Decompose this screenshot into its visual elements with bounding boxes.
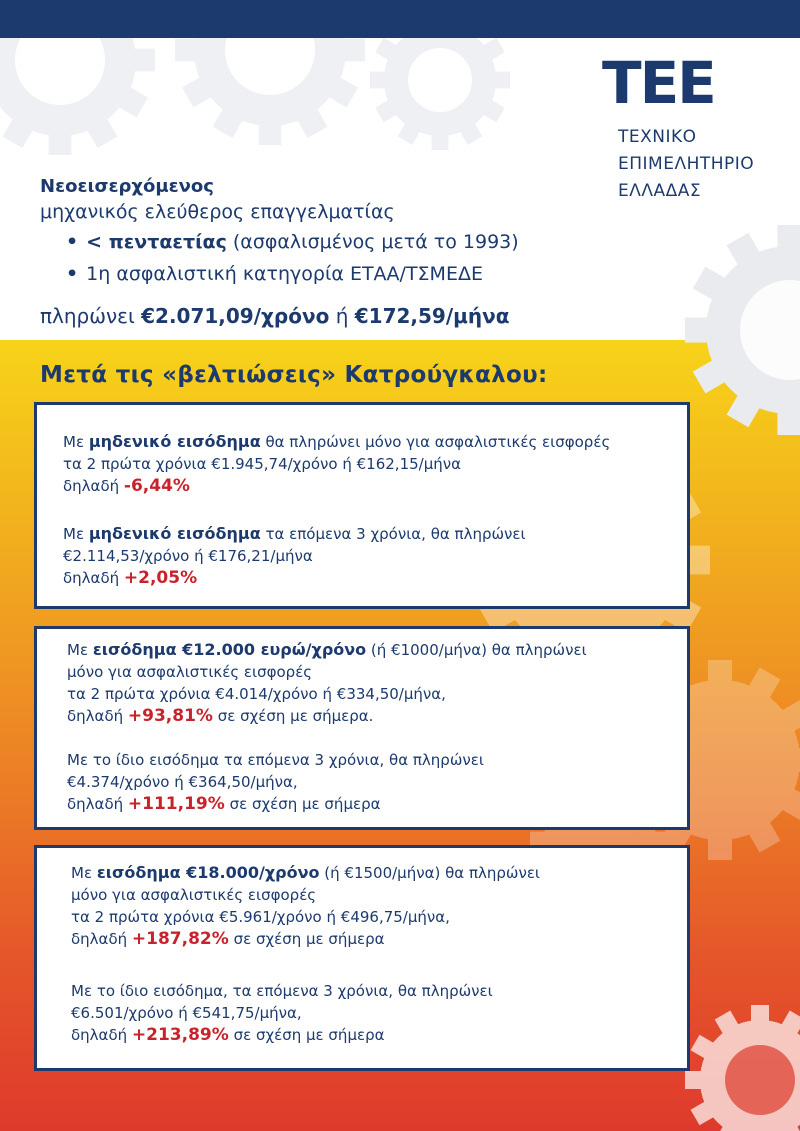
bullet-1 bbox=[66, 231, 519, 253]
percent-change: +187,82% bbox=[131, 929, 229, 949]
bullet-dot: • bbox=[66, 263, 79, 285]
box1-para-1 bbox=[63, 431, 610, 497]
text-bold: εισόδημα €18.000/χρόνο bbox=[96, 863, 320, 882]
logo-line-2: ΕΠΙΜΕΛΗΤΗΡΙΟ bbox=[618, 154, 755, 174]
text: θα πληρώνει μόνο για ασφαλιστικές εισφορές bbox=[260, 433, 611, 451]
text: τα 2 πρώτα χρόνια €4.014/χρόνο ή €334,50/μήνα, bbox=[67, 685, 446, 703]
text-bold: μηδενικό εισόδημα bbox=[88, 432, 261, 451]
pays-prefix: πληρώνει bbox=[40, 304, 142, 328]
pays-year: €2.071,09/χρόνο bbox=[141, 304, 330, 328]
text: δηλαδή bbox=[63, 569, 124, 587]
pays-month: €172,59/μήνα bbox=[354, 304, 510, 328]
text: τα 2 πρώτα χρόνια €5.961/χρόνο ή €496,75/μήνα, bbox=[71, 908, 450, 926]
text: (ή €1000/μήνα) θα πληρώνει bbox=[366, 641, 587, 659]
bullet-1-rest: (ασφαλισμένος μετά το 1993) bbox=[226, 231, 519, 253]
intro-title: Νεοεισερχόμενος bbox=[40, 176, 214, 197]
text: δηλαδή bbox=[71, 930, 132, 948]
text: Με bbox=[63, 525, 89, 543]
box-income-18000 bbox=[34, 845, 690, 1071]
text: Με το ίδιο εισόδημα, τα επόμενα 3 χρόνια, θα πληρώνει bbox=[71, 982, 493, 1000]
text: σε σχέση με σήμερα. bbox=[212, 707, 374, 725]
text: μόνο για ασφαλιστικές εισφορές bbox=[71, 886, 317, 904]
text: σε σχέση με σήμερα bbox=[228, 930, 385, 948]
text: €2.114,53/χρόνο ή €176,21/μήνα bbox=[63, 547, 313, 565]
bullet-1-bold: < πενταετίας bbox=[86, 231, 227, 253]
text: τα 2 πρώτα χρόνια €1.945,74/χρόνο ή €162,15/μήνα bbox=[63, 455, 462, 473]
top-bar bbox=[0, 0, 800, 38]
text: Με το ίδιο εισόδημα τα επόμενα 3 χρόνια, θα πληρώνει bbox=[67, 751, 484, 769]
box-zero-income bbox=[34, 402, 690, 609]
box3-para-1 bbox=[71, 862, 540, 950]
percent-change: +213,89% bbox=[131, 1025, 229, 1045]
percent-change: -6,44% bbox=[123, 476, 190, 496]
text-bold: μηδενικό εισόδημα bbox=[88, 524, 261, 543]
text: τα επόμενα 3 χρόνια, θα πληρώνει bbox=[260, 525, 526, 543]
section-heading: Μετά τις «βελτιώσεις» Κατρούγκαλου: bbox=[40, 362, 548, 388]
box2-para-2 bbox=[67, 749, 484, 815]
logo-line-3: ΕΛΛΑΔΑΣ bbox=[618, 181, 702, 201]
text-bold: εισόδημα €12.000 ευρώ/χρόνο bbox=[92, 640, 367, 659]
percent-change: +111,19% bbox=[127, 794, 225, 814]
text: (ή €1500/μήνα) θα πληρώνει bbox=[319, 864, 541, 882]
tee-logo: TEE bbox=[602, 49, 715, 117]
box-income-12000 bbox=[34, 626, 690, 830]
bullet-dot: • bbox=[66, 231, 79, 253]
logo-subtitle bbox=[618, 124, 754, 205]
box2-para-1 bbox=[67, 639, 587, 727]
box3-para-2 bbox=[71, 980, 493, 1046]
intro-subtitle: μηχανικός ελεύθερος επαγγελματίας bbox=[40, 201, 395, 223]
text: Με bbox=[63, 433, 89, 451]
percent-change: +93,81% bbox=[127, 706, 213, 726]
text: δηλαδή bbox=[63, 477, 124, 495]
text: δηλαδή bbox=[67, 795, 128, 813]
text: Με bbox=[71, 864, 97, 882]
text: σε σχέση με σήμερα bbox=[224, 795, 381, 813]
text: Με bbox=[67, 641, 93, 659]
bullet-2 bbox=[66, 263, 483, 285]
box1-para-2 bbox=[63, 523, 526, 589]
text: σε σχέση με σήμερα bbox=[228, 1026, 385, 1044]
text: μόνο για ασφαλιστικές εισφορές bbox=[67, 663, 313, 681]
percent-change: +2,05% bbox=[123, 568, 198, 588]
bullet-2-text: 1η ασφαλιστική κατηγορία ΕΤΑΑ/ΤΣΜΕΔΕ bbox=[86, 263, 483, 285]
text: δηλαδή bbox=[67, 707, 128, 725]
text: €4.374/χρόνο ή €364,50/μήνα, bbox=[67, 773, 298, 791]
text: €6.501/χρόνο ή €541,75/μήνα, bbox=[71, 1004, 302, 1022]
logo-line-1: ΤΕΧΝΙΚΟ bbox=[618, 127, 697, 147]
text: δηλαδή bbox=[71, 1026, 132, 1044]
pays-mid: ή bbox=[329, 304, 355, 328]
current-payment bbox=[40, 304, 509, 328]
